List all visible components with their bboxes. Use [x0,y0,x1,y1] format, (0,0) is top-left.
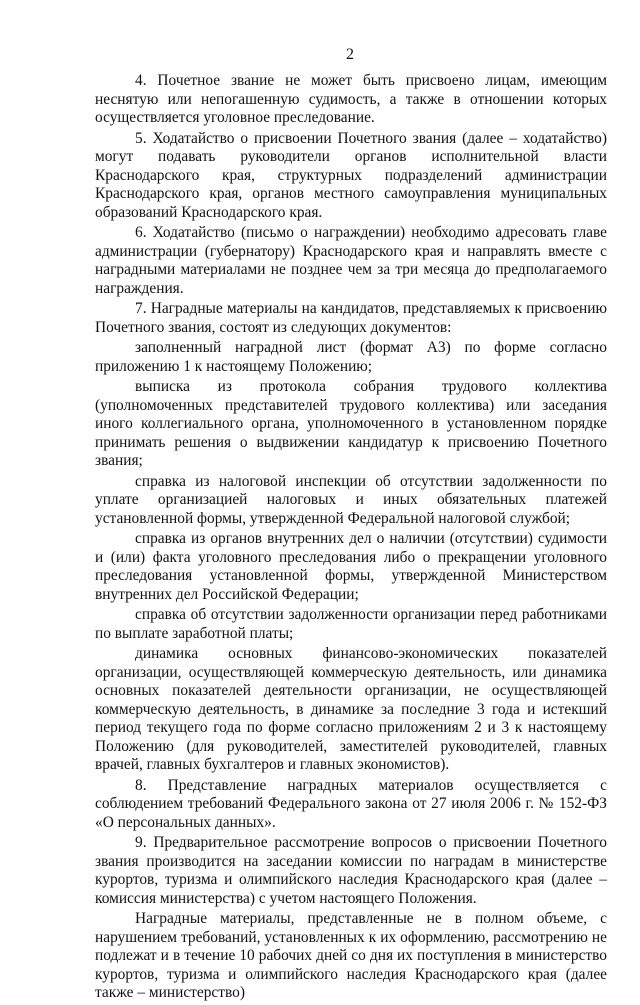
paragraph-item-5: 5. Ходатайство о присвоении Почетного звания (далее – ходатайство) могут подавать руководители органов исполнительной власти Краснодарского края, структурных подразделений администрации Краснодарского края, органов местного самоуправления муниципальных образований Краснодарского края. [95,129,607,221]
paragraph-item-6: 6. Ходатайство (письмо о награждении) необходимо адресовать главе администрации (губернатору) Краснодарского края и направлять вместе с наградными материалами не позднее чем за три месяца до предполагаемого награждения. [95,224,607,297]
paragraph-incomplete-materials: Наградные материалы, представленные не в полном объеме, с нарушением требований, установленных к их оформлению, рассмотрению не подлежат и в течение 10 рабочих дней со дня их поступления в министерство курортов, туризма и олимпийского наследия Краснодарского края (далее также – министерство) [95,910,607,1001]
list-item-protocol-extract: выписка из протокола собрания трудового коллектива (уполномоченных представителей трудового коллектива) или заседания иного коллегиального органа, уполномоченного в установленном порядке принимать решения о выдвижении кандидатур к присвоению Почетного звания; [95,378,607,469]
list-item-tax-certificate: справка из налоговой инспекции об отсутствии задолженности по уплате организацией налоговых и иных обязательных платежей установленной формы, утвержденной Федеральной налоговой службой; [95,472,607,527]
paragraph-item-8: 8. Представление наградных материалов осуществляется с соблюдением требований Федерального закона от 27 июля 2006 г. № 152-ФЗ «О персональных данных». [95,776,607,831]
document-body [95,72,607,1005]
page-number: 2 [346,46,354,63]
list-item-criminal-record-certificate: справка из органов внутренних дел о наличии (отсутствии) судимости и (или) факта уголовного преследования либо о прекращении уголовного преследования установленной формы, утвержденной Министерством внутренних дел Российской Федерации; [95,530,607,603]
list-item-salary-debt-certificate: справка об отсутствии задолженности организации перед работниками по выплате заработной платы; [95,606,607,642]
paragraph-item-7: 7. Наградные материалы на кандидатов, представляемых к присвоению Почетного звания, состоят из следующих документов: [95,300,607,336]
paragraph-item-9: 9. Предварительное рассмотрение вопросов о присвоении Почетного звания производится на заседании комиссии по наградам в министерстве курортов, туризма и олимпийского наследия Краснодарского края (далее – комиссия министерства) с учетом настоящего Положения. [95,834,607,907]
list-item-award-sheet: заполненный наградной лист (формат А3) по форме согласно приложению 1 к настоящему Положению; [95,339,607,375]
paragraph-item-4: 4. Почетное звание не может быть присвоено лицам, имеющим неснятую или непогашенную судимость, а также в отношении которых осуществляется уголовное преследование. [95,72,607,126]
list-item-financial-dynamics: динамика основных финансово-экономических показателей организации, осуществляющей коммерческую деятельность, или динамика основных показателей деятельности организации, не осуществляющей коммерческую деятельность, в динамике за последние 3 года и истекший период текущего года по форме согласно приложениям 2 и 3 к настоящему Положению (для руководителей, заместителей руководителей, главных врачей, главных бухгалтеров и главных экономистов). [95,645,607,773]
